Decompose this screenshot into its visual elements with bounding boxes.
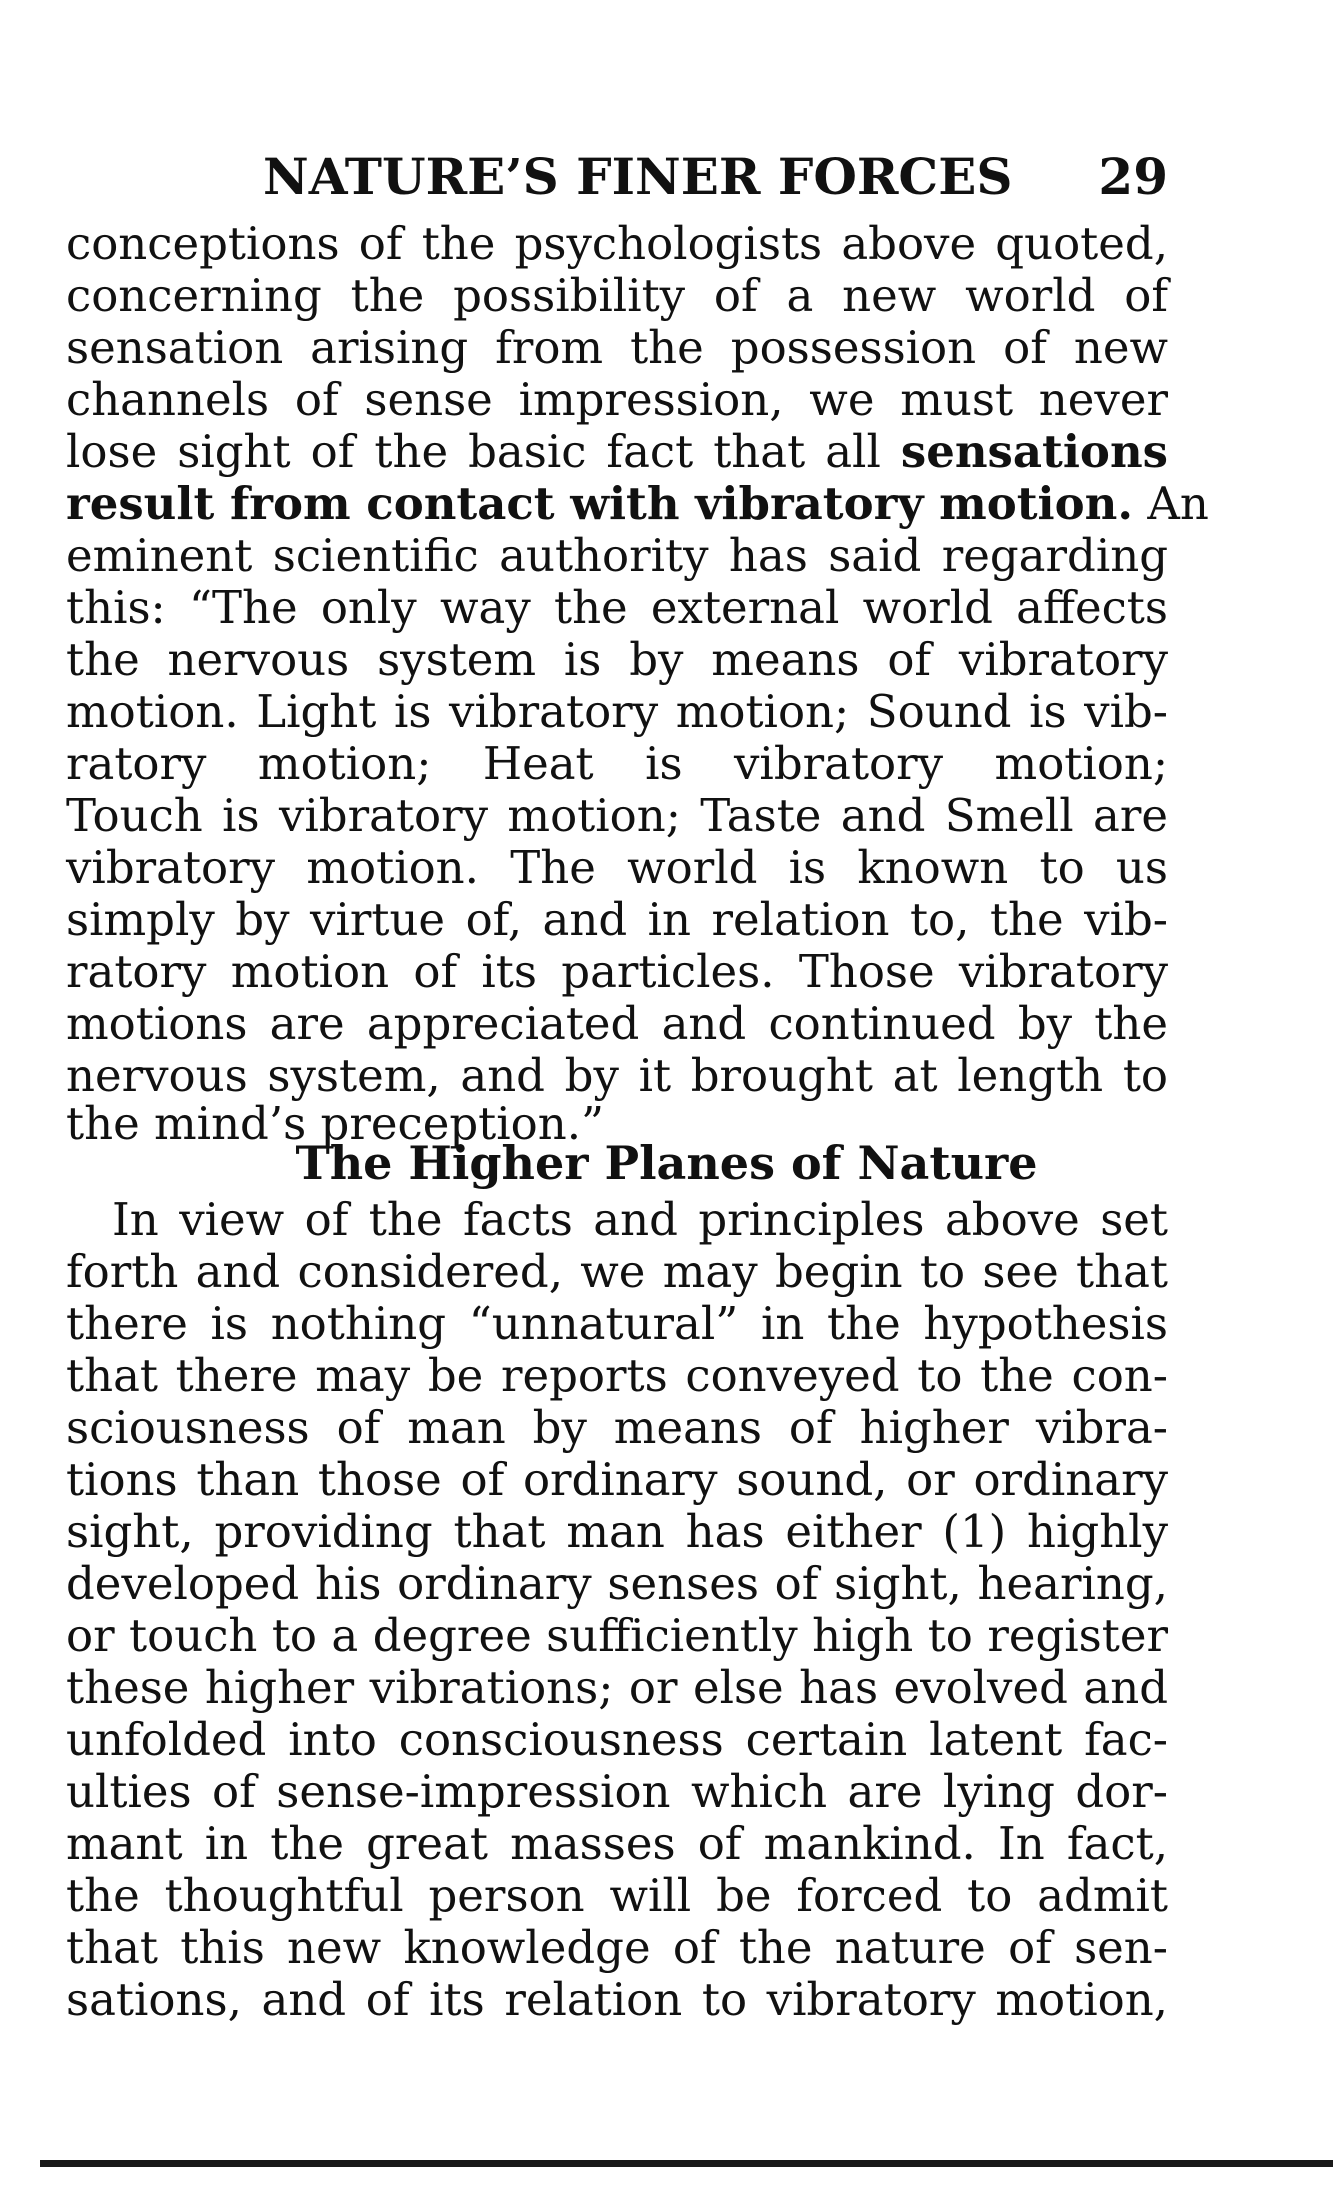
text-line: the thoughtful person will be forced to admit bbox=[66, 1869, 1168, 1922]
text-run: An bbox=[1133, 477, 1209, 530]
text-line bbox=[66, 426, 1168, 478]
text-line: there is nothing “unnatural” in the hypothesis bbox=[66, 1297, 1168, 1350]
text-line: sations, and of its relation to vibratory motion, bbox=[66, 1973, 1168, 2026]
text-line: unfolded into consciousness certain latent fac- bbox=[66, 1713, 1168, 1766]
text-line: ulties of sense-impression which are lying dor- bbox=[66, 1765, 1168, 1818]
text-line: conceptions of the psychologists above quoted, bbox=[66, 217, 1168, 270]
bold-emphasis: sensations bbox=[900, 425, 1168, 478]
text-line: sight, providing that man has either (1) highly bbox=[66, 1505, 1168, 1558]
text-line: forth and considered, we may begin to see that bbox=[66, 1245, 1168, 1298]
text-line bbox=[66, 477, 1209, 530]
text-line: that this new knowledge of the nature of sen- bbox=[66, 1921, 1168, 1974]
text-line: nervous system, and by it brought at length to bbox=[66, 1049, 1168, 1102]
text-line: tions than those of ordinary sound, or ordinary bbox=[66, 1453, 1168, 1506]
text-line: vibratory motion. The world is known to us bbox=[66, 841, 1168, 894]
running-title: NATURE’S FINER FORCES bbox=[263, 147, 1013, 206]
text-line: channels of sense impression, we must never bbox=[66, 373, 1168, 426]
section-heading: The Higher Planes of Nature bbox=[295, 1136, 1038, 1190]
running-header bbox=[68, 142, 1168, 212]
text-line: that there may be reports conveyed to the con- bbox=[66, 1349, 1168, 1402]
text-line: developed his ordinary senses of sight, hearing, bbox=[66, 1557, 1168, 1610]
text-line: sensation arising from the possession of new bbox=[66, 321, 1168, 374]
text-line: simply by virtue of, and in relation to, the vib- bbox=[66, 893, 1168, 946]
text-line: ratory motion of its particles. Those vibratory bbox=[66, 945, 1168, 998]
text-line: In view of the facts and principles above set bbox=[112, 1193, 1168, 1246]
text-line: mant in the great masses of mankind. In fact, bbox=[66, 1817, 1168, 1870]
text-line: or touch to a degree sufficiently high to register bbox=[66, 1609, 1168, 1662]
text-line: Touch is vibratory motion; Taste and Smell are bbox=[66, 789, 1168, 842]
text-line: motions are appreciated and continued by the bbox=[66, 997, 1168, 1050]
text-line: ratory motion; Heat is vibratory motion; bbox=[66, 737, 1168, 790]
page-number: 29 bbox=[1098, 147, 1168, 206]
text-line: sciousness of man by means of higher vibra- bbox=[66, 1401, 1168, 1454]
text-run: lose sight of the basic fact that all bbox=[66, 425, 901, 478]
text-line: concerning the possibility of a new world of bbox=[66, 269, 1168, 322]
bottom-rule bbox=[40, 2160, 1333, 2167]
text-line: the nervous system is by means of vibratory bbox=[66, 633, 1168, 686]
text-line: motion. Light is vibratory motion; Sound is vib- bbox=[66, 685, 1168, 738]
text-line: this: “The only way the external world affects bbox=[66, 581, 1168, 634]
bold-emphasis: result from contact with vibratory motion. bbox=[66, 477, 1134, 530]
text-line: eminent scientific authority has said regarding bbox=[66, 529, 1168, 582]
text-line: the mind’s preception.” bbox=[66, 1097, 605, 1150]
text-line: these higher vibrations; or else has evolved and bbox=[66, 1661, 1168, 1714]
